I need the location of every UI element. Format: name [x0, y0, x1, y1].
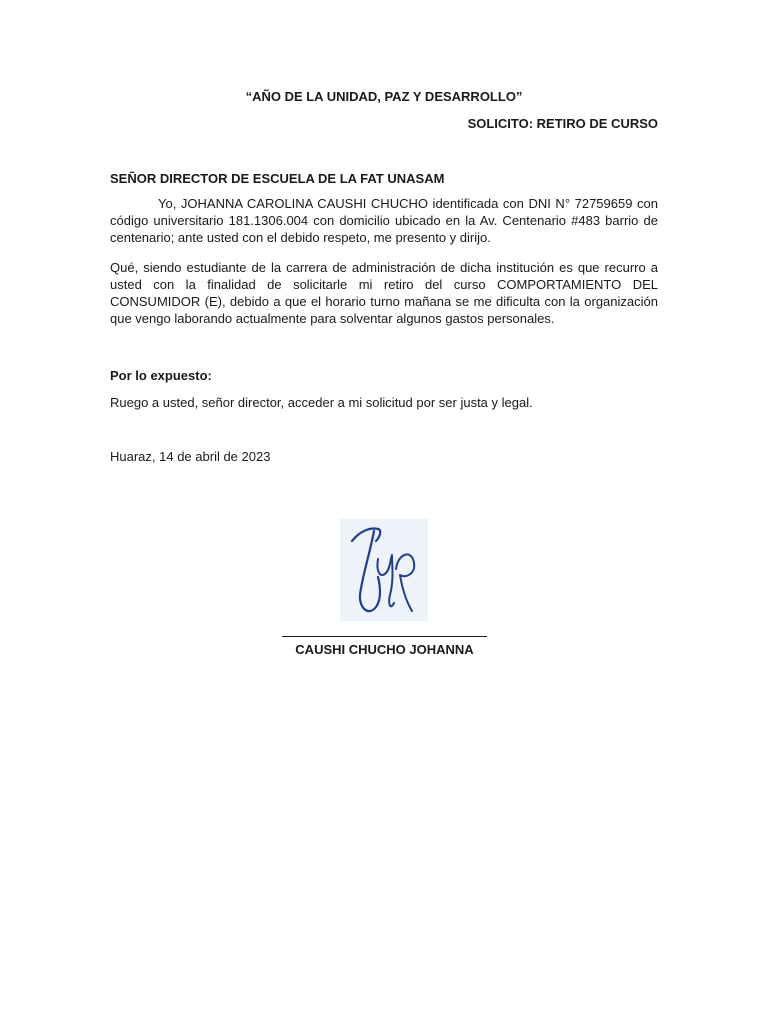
document-motto: “AÑO DE LA UNIDAD, PAZ Y DESARROLLO” [245, 89, 523, 104]
signer-name: CAUSHI CHUCHO JOHANNA [295, 642, 474, 657]
introduction-paragraph: Yo, JOHANNA CAROLINA CAUSHI CHUCHO identificada con DNI N° 72759659 con código universitario 181.1306.004 con domicilio ubicado en la Av. Centenario #483 barrio de centenario; ante usted con el debido respeto, me presento y dirijo. [110, 196, 658, 245]
reason-paragraph: Qué, siendo estudiante de la carrera de administración de dicha institución es que recurro a usted con la finalidad de solicitarle mi retiro del curso COMPORTAMIENTO DEL CONSUMIDOR (E), debido a que el horario turno mañana se me dificulta con la organización que vengo laborando actualmente para solventar algunos gastos personales. [110, 260, 658, 326]
signature-image [340, 519, 428, 621]
date-place: Huaraz, 14 de abril de 2023 [110, 449, 271, 464]
request-subject: SOLICITO: RETIRO DE CURSO [467, 116, 658, 131]
handwritten-signature-icon [340, 519, 428, 621]
request-sentence: Ruego a usted, señor director, acceder a mi solicitud por ser justa y legal. [110, 395, 533, 410]
signature-line [282, 636, 487, 637]
closing-heading: Por lo expuesto: [110, 368, 212, 383]
addressee: SEÑOR DIRECTOR DE ESCUELA DE LA FAT UNASAM [110, 171, 445, 186]
